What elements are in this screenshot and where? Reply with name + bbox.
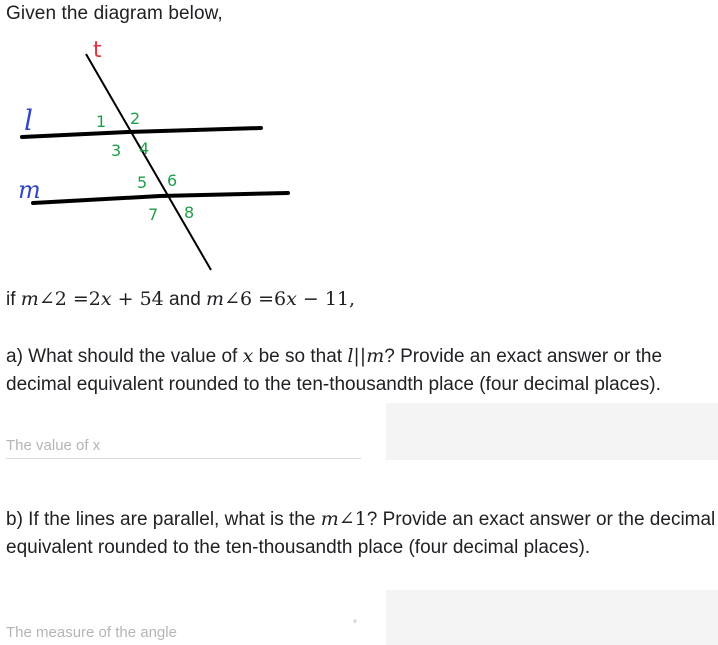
- parallel-lines-diagram: [0, 36, 300, 276]
- angle-label-6: 6: [167, 171, 178, 190]
- angle-label-8: 8: [184, 203, 195, 222]
- angle2-m: m: [20, 288, 39, 310]
- angle2-x: x: [100, 288, 112, 310]
- angle-condition: [6, 288, 355, 311]
- question-b-text: b) If the lines are parallel, what is the: [6, 509, 321, 530]
- value-of-x-input[interactable]: [6, 434, 361, 459]
- angle-label-7: 7: [148, 205, 159, 224]
- angle-label-1: 1: [96, 112, 107, 131]
- angle-label-2: 2: [130, 109, 141, 128]
- condition-joiner: and: [163, 289, 207, 310]
- line-m: [33, 193, 288, 203]
- angle-label-4: 4: [139, 139, 150, 158]
- degree-unit: °: [353, 619, 357, 630]
- angle6-m: m: [206, 288, 225, 310]
- question-a-m: m: [366, 345, 385, 367]
- angle6-tail: − 11,: [296, 288, 356, 310]
- angle-measure-input[interactable]: [6, 621, 361, 645]
- condition-prefix: if: [6, 289, 21, 310]
- label-l: l: [24, 104, 33, 137]
- question-b-m: m: [320, 508, 339, 530]
- question-a-l: l: [347, 345, 354, 367]
- question-a-middle: be so that: [253, 346, 348, 367]
- question-a-text: a) What should the value of: [6, 346, 243, 367]
- line-l: [22, 128, 261, 137]
- question-b-after: ? Provide an exact answer or the decimal equivalent rounded to the ten-thousandth place (four decimal places).: [6, 509, 716, 558]
- angle6-expr: ∠6 =6: [224, 288, 287, 310]
- angle2-tail: + 54: [111, 288, 164, 310]
- question-a-parallel: ||: [353, 345, 367, 367]
- angle2-expr: ∠2 =2: [38, 288, 101, 310]
- angle-label-5: 5: [137, 173, 148, 192]
- label-t: t: [93, 38, 102, 63]
- angle-label-3: 3: [111, 141, 122, 160]
- question-a: [6, 342, 716, 399]
- intro-text: Given the diagram below,: [6, 3, 223, 24]
- angle6-x: x: [286, 288, 297, 310]
- question-b-angle: ∠1: [338, 508, 367, 530]
- answer-b-feedback-box: [386, 590, 718, 645]
- question-a-var: x: [242, 345, 254, 367]
- question-a-after: ? Provide an exact answer or the decimal equivalent rounded to the ten-thousandth place (four decimal places).: [6, 346, 663, 395]
- label-m: m: [18, 176, 41, 204]
- transversal-t: [86, 54, 211, 270]
- question-b: [6, 505, 716, 562]
- answer-a-feedback-box: [386, 403, 718, 460]
